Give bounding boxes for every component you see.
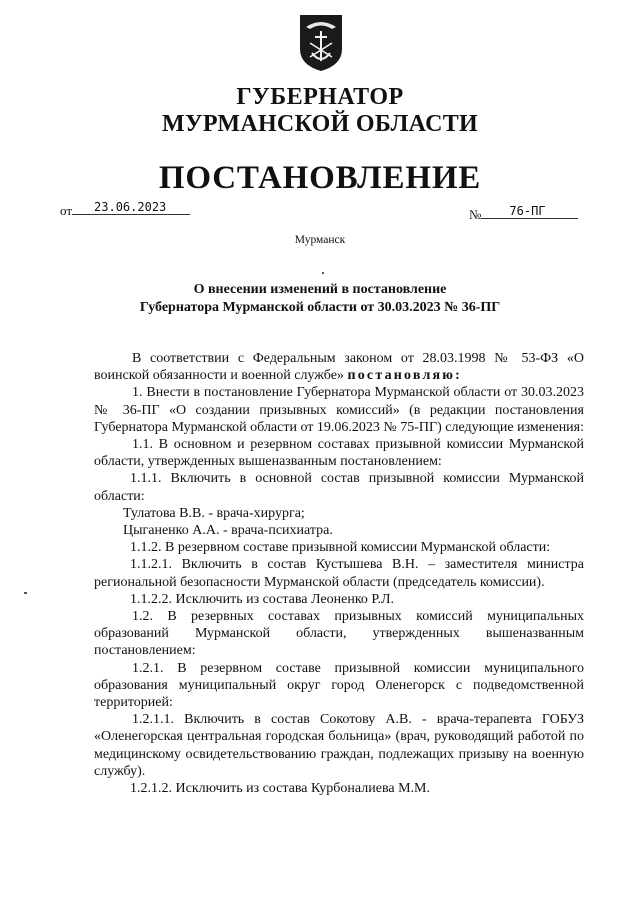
paragraph-1-2-1: 1.2.1. В резервном составе призывной комиссии муниципального образования муниципальный округ город Оленегорск с подведомственной территорией: (94, 660, 584, 711)
paragraph-preamble (94, 350, 584, 384)
date-field (60, 200, 190, 219)
coat-of-arms-emblem (298, 13, 344, 73)
paragraph-1-1: 1.1. В основном и резервном составах призывной комиссии Мурманской области, утвержденных вышеназванным постановлением: (94, 437, 584, 470)
preamble-text: В соответствии с Федеральным законом от 28.03.1998 № 53-ФЗ «О воинской обязанности и военной службе» (94, 351, 584, 384)
city-name: Мурманск (294, 234, 346, 246)
document-subject (0, 281, 640, 317)
paragraph-1-1-2: 1.1.2. В резервном составе призывной комиссии Мурманской области: (130, 540, 551, 556)
number-value: 76-ПГ (481, 204, 578, 219)
date-value: 23.06.2023 (72, 200, 190, 215)
number-prefix: № (469, 207, 482, 222)
number-field (469, 204, 578, 223)
document-body (94, 350, 584, 797)
subject-line-1: О внесении изменений в постановление (193, 282, 447, 297)
governor-title: ГУБЕРНАТОР (236, 84, 404, 110)
scan-speck (322, 272, 324, 274)
paragraph-1-1-2-2: 1.1.2.2. Исключить из состава Леоненко Р.Л. (130, 591, 394, 607)
paragraph-member-1: Тулатова В.В. - врача-хирурга; (123, 505, 305, 521)
document-type-title: ПОСТАНОВЛЕНИЕ (158, 160, 482, 196)
paragraph-1-1-2-1: 1.1.2.1. Включить в состав Кустышева В.Н. – заместителя министра региональной безопасности Мурманской области (председатель комиссии). (94, 557, 584, 590)
paragraph-member-2: Цыганенко А.А. - врача-психиатра. (123, 523, 333, 539)
paragraph-1-1-1: 1.1.1. Включить в основной состав призывной комиссии Мурманской области: (94, 471, 584, 504)
paragraph-1: 1. Внести в постановление Губернатора Мурманской области от 30.03.2023 № 36-ПГ «О создании призывных комиссий» (в редакции постановления Губернатора Мурманской области от 19.06.2023 № 75-ПГ) следующие изменения: (94, 385, 585, 435)
paragraph-1-2-1-1: 1.2.1.1. Включить в состав Сокотову А.В. - врача-терапевта ГОБУЗ «Оленегорская центральная городская больница» (врач, руководящий работой по медицинскому освидетельствованию граждан, подлежащих призыву на военную службу). (94, 712, 584, 779)
scan-speck (24, 592, 27, 594)
subject-line-2: Губернатора Мурманской области от 30.03.2023 № 36-ПГ (139, 300, 501, 315)
paragraph-1-2: 1.2. В резервных составах призывных комиссий муниципальных образований Мурманской области, утвержденных вышеназванным постановлением: (94, 609, 584, 659)
date-prefix: от (60, 203, 73, 218)
region-title: МУРМАНСКОЙ ОБЛАСТИ (162, 111, 478, 137)
paragraph-1-2-1-2: 1.2.1.2. Исключить из состава Курбоналиева М.М. (130, 781, 430, 797)
preamble-decree-word: постановляю: (347, 368, 463, 384)
